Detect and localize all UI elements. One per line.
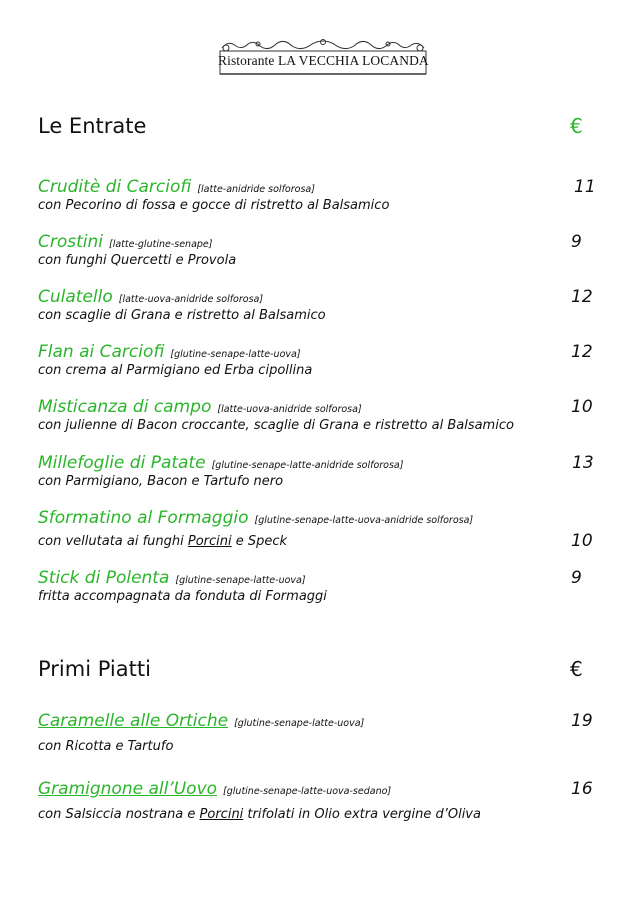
- item-allergens: [glutine-senape-latte-uova-anidride solforosa]: [254, 515, 474, 526]
- item-description: con Pecorino di fossa e gocce di ristretto al Balsamico: [38, 198, 390, 213]
- item-price: 19: [571, 711, 593, 731]
- menu-item-stick-polenta: [38, 568, 598, 588]
- item-name: Gramignone all’Uovo: [38, 779, 218, 799]
- item-price: 16: [571, 779, 593, 799]
- item-price: 9: [571, 568, 582, 588]
- menu-item-misticanza: [38, 397, 598, 417]
- item-description: con crema al Parmigiano ed Erba cipollina: [38, 363, 313, 378]
- menu-item-flan: [38, 342, 598, 362]
- item-allergens: [latte-uova-anidride solforosa]: [118, 294, 264, 305]
- section-title-entrate: Le Entrate: [38, 114, 147, 138]
- item-allergens: [glutine-senape-latte-uova]: [234, 718, 365, 729]
- item-description: con scaglie di Grana e ristretto al Balsamico: [38, 308, 326, 323]
- item-description: con julienne di Bacon croccante, scaglie di Grana e ristretto al Balsamico: [38, 418, 514, 433]
- desc-text: con vellutata ai funghi: [38, 534, 188, 549]
- menu-item-crudite: [38, 177, 598, 197]
- item-allergens: [glutine-senape-latte-uova]: [170, 349, 301, 360]
- item-allergens: [latte-uova-anidride solforosa]: [217, 404, 362, 415]
- desc-text: e Speck: [231, 534, 288, 549]
- menu-item-millefoglie: [38, 453, 598, 473]
- item-name: Culatello: [38, 287, 113, 307]
- restaurant-logo: [218, 38, 428, 78]
- menu-item-caramelle: [38, 711, 598, 731]
- item-allergens: [latte-anidride solforosa]: [197, 184, 315, 195]
- menu-item-crostini: [38, 232, 598, 252]
- item-name: Flan ai Carciofi: [38, 342, 165, 362]
- menu-item-sformatino: [38, 508, 628, 528]
- desc-highlight: Porcini: [187, 534, 232, 549]
- desc-text: con Salsiccia nostrana e: [38, 807, 200, 822]
- item-description: con Ricotta e Tartufo: [38, 739, 174, 754]
- item-price: 12: [571, 287, 593, 307]
- desc-text: trifolati in Olio extra vergine d’Oliva: [243, 807, 481, 822]
- item-name: Stick di Polenta: [38, 568, 170, 588]
- item-price: 13: [572, 453, 594, 473]
- item-allergens: [glutine-senape-latte-uova]: [175, 575, 306, 586]
- logo-text: Ristorante LA VECCHIA LOCANDA: [218, 53, 429, 68]
- item-allergens: [glutine-senape-latte-anidride solforosa]: [211, 460, 404, 471]
- item-price: 9: [571, 232, 582, 252]
- item-price: 12: [571, 342, 593, 362]
- item-name: Millefoglie di Patate: [38, 453, 206, 473]
- item-name: Crostini: [38, 232, 104, 252]
- menu-item-culatello: [38, 287, 598, 307]
- item-description: con funghi Quercetti e Provola: [38, 253, 237, 268]
- item-description: con Parmigiano, Bacon e Tartufo nero: [38, 474, 284, 489]
- desc-highlight: Porcini: [199, 807, 244, 822]
- item-price: 11: [574, 177, 596, 197]
- section-title-primi: Primi Piatti: [38, 657, 151, 681]
- section-currency-entrate: €: [570, 114, 583, 138]
- section-currency-primi: €: [570, 657, 583, 681]
- item-allergens: [latte-glutine-senape]: [109, 239, 213, 250]
- item-name: Cruditè di Carciofi: [38, 177, 192, 197]
- item-description: [38, 534, 287, 549]
- item-description: [38, 807, 481, 822]
- item-allergens: [glutine-senape-latte-uova-sedano]: [223, 786, 392, 797]
- item-name: Misticanza di campo: [38, 397, 212, 417]
- item-name: Caramelle alle Ortiche: [38, 711, 229, 731]
- menu-item-gramignone: [38, 779, 598, 799]
- item-price: 10: [571, 397, 593, 417]
- item-name: Sformatino al Formaggio: [38, 508, 249, 528]
- item-price: 10: [571, 531, 593, 551]
- item-description: fritta accompagnata da fonduta di Formaggi: [38, 589, 327, 604]
